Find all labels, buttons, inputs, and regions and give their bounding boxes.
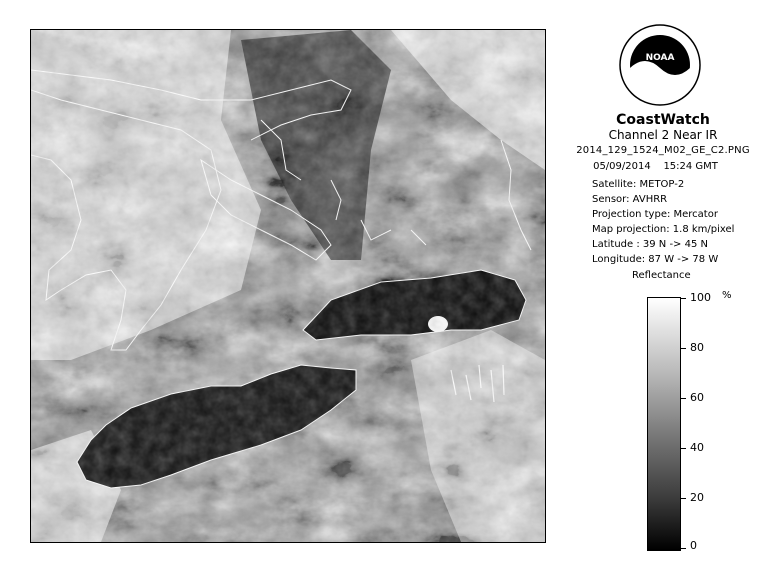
- time-label: 15:24 GMT: [663, 161, 718, 172]
- longitude-label: Longitude: 87 W -> 78 W: [592, 254, 719, 265]
- map-projection-label: Map projection: 1.8 km/pixel: [592, 224, 735, 235]
- channel-subtitle: Channel 2 Near IR: [608, 128, 718, 142]
- colorbar-tick: [680, 298, 686, 299]
- svg-text:NOAA: NOAA: [645, 53, 675, 63]
- colorbar-tick: [680, 448, 686, 449]
- colorbar-title: Reflectance: [632, 270, 691, 281]
- date-label: 05/09/2014: [593, 161, 651, 172]
- colorbar-tick: [680, 498, 686, 499]
- colorbar-label-20: 20: [690, 491, 704, 504]
- satellite-image: [31, 30, 545, 542]
- noaa-logo-icon: [619, 24, 701, 106]
- satellite-label: Satellite: METOP-2: [592, 179, 685, 190]
- colorbar-tick: [680, 348, 686, 349]
- colorbar-label-100: 100: [690, 291, 711, 304]
- projection-type-label: Projection type: Mercator: [592, 209, 718, 220]
- datetime-label: [548, 160, 763, 174]
- colorbar-tick: [680, 398, 686, 399]
- sensor-label: Sensor: AVHRR: [592, 194, 668, 205]
- colorbar-label-80: 80: [690, 341, 704, 354]
- filename-label: 2014_129_1524_M02_GE_C2.PNG: [576, 145, 750, 156]
- colorbar-unit: %: [722, 290, 732, 301]
- product-title: CoastWatch: [616, 112, 710, 128]
- colorbar-label-0: 0: [690, 539, 697, 552]
- colorbar-tick: [680, 548, 686, 549]
- fine-texture: [31, 30, 545, 542]
- latitude-label: Latitude : 39 N -> 45 N: [592, 239, 708, 250]
- colorbar-label-60: 60: [690, 391, 704, 404]
- satellite-image-panel: [30, 29, 546, 543]
- colorbar-label-40: 40: [690, 441, 704, 454]
- reflectance-colorbar: [647, 297, 681, 551]
